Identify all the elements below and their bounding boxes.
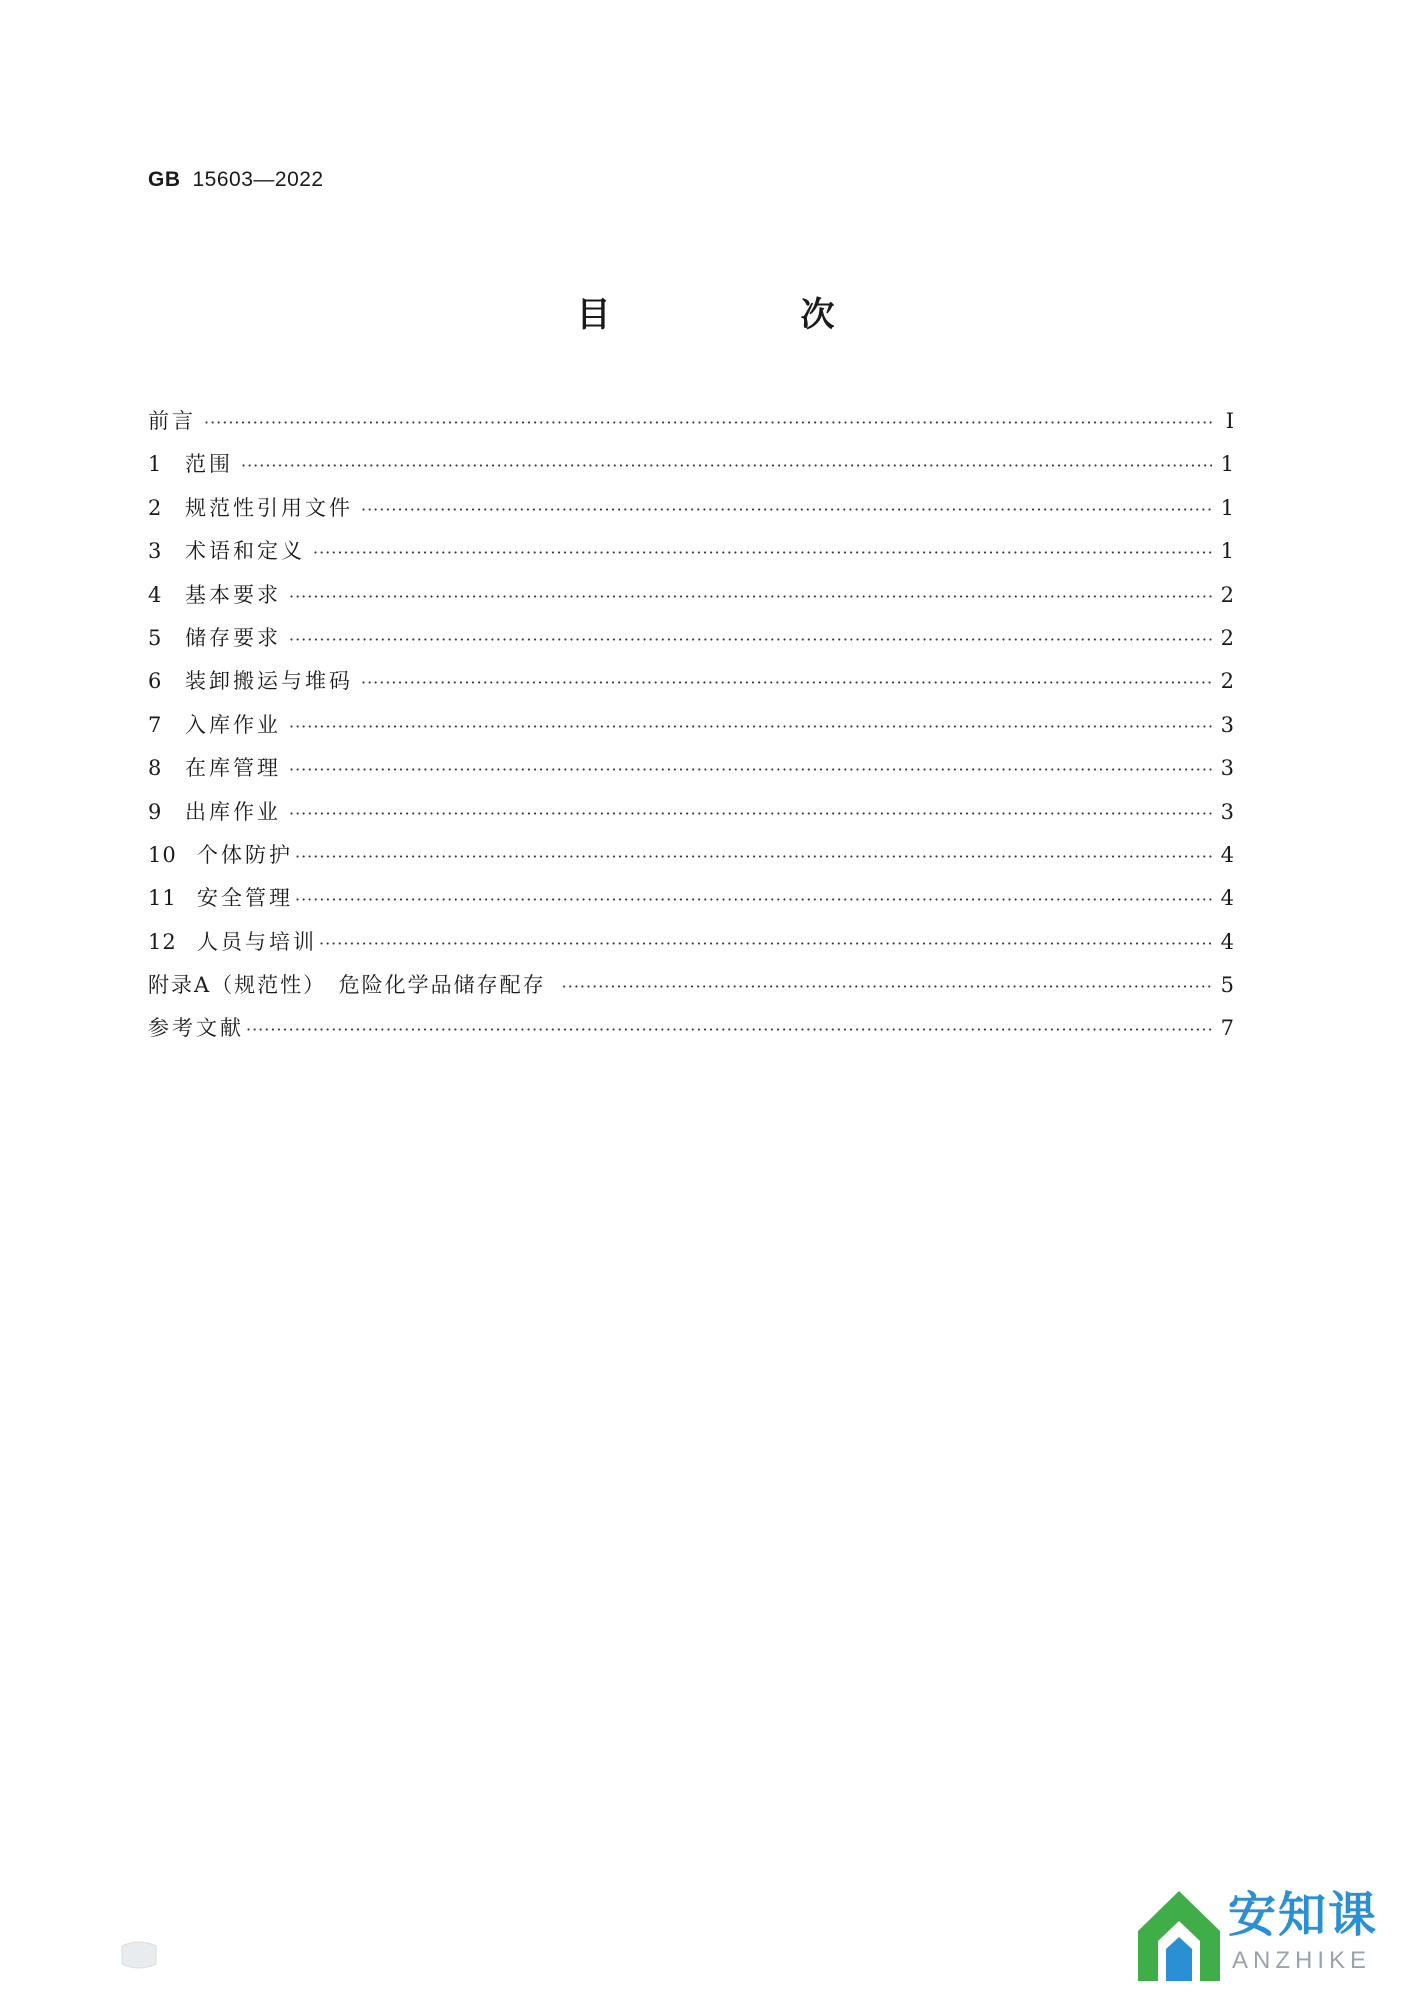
toc-title: 目 次 [576, 295, 913, 335]
toc-entry-page: 3 [1220, 799, 1234, 824]
toc-entry-number: 2 [148, 495, 163, 520]
toc-entry-page: 2 [1220, 669, 1234, 694]
toc-entry-annex-a[interactable] [148, 964, 1234, 1007]
brand-name-cn: 安知课 [1228, 1887, 1379, 1943]
toc-entry-page: 3 [1220, 712, 1234, 737]
dot-leader [295, 835, 1214, 878]
standard-number: 15603—2022 [192, 168, 324, 191]
brand-name-en: ANZHIKE [1232, 1947, 1372, 1974]
toc-entry-number: 7 [148, 712, 163, 737]
toc-entry-3[interactable] [148, 530, 1234, 573]
standard-prefix: GB [148, 168, 181, 191]
toc-entry-1[interactable] [148, 443, 1234, 486]
toc-entry-page: 4 [1220, 842, 1234, 867]
toc-entry-label: 安全管理 [197, 886, 293, 911]
standard-code [148, 168, 324, 192]
dot-leader [204, 401, 1214, 444]
toc-entry-label: 装卸搬运与堆码 [185, 669, 353, 694]
dot-leader [562, 965, 1214, 1008]
toc-entry-page: 3 [1220, 756, 1234, 781]
toc-entry-2[interactable] [148, 487, 1234, 530]
toc-entry-label: 参考文献 [148, 1016, 244, 1041]
toc-entry-label: 在库管理 [185, 756, 281, 781]
toc-entry-label: 范围 [185, 452, 233, 477]
dot-leader [241, 444, 1214, 487]
dot-leader [319, 922, 1214, 965]
dot-leader [289, 705, 1214, 748]
dot-leader [289, 748, 1214, 791]
toc-entry-number: 3 [148, 539, 163, 564]
sac-logo [118, 1940, 160, 1970]
toc-entry-number: 12 [148, 929, 177, 954]
dot-leader [246, 1008, 1214, 1051]
toc-entry-number: 8 [148, 756, 163, 781]
dot-leader [289, 575, 1214, 618]
toc-entry-page: 7 [1220, 1016, 1234, 1041]
dot-leader [289, 792, 1214, 835]
toc-entry-6[interactable] [148, 660, 1234, 703]
dot-leader [361, 488, 1214, 531]
toc-entry-label: 入库作业 [185, 712, 281, 737]
toc-entry-number: 6 [148, 669, 163, 694]
toc-entry-page: 1 [1220, 452, 1234, 477]
dot-leader [289, 618, 1214, 661]
toc-entry-10[interactable] [148, 834, 1234, 877]
toc-entry-label: 出库作业 [185, 799, 281, 824]
toc-entry-label: 储存要求 [185, 625, 281, 650]
toc-entry-foreword[interactable] [148, 400, 1234, 443]
toc-entry-page: 4 [1220, 886, 1234, 911]
table-of-contents [148, 400, 1234, 1051]
toc-entry-8[interactable] [148, 747, 1234, 790]
toc-entry-bibliography[interactable] [148, 1007, 1234, 1050]
toc-entry-number: 9 [148, 799, 163, 824]
toc-entry-page: 5 [1220, 973, 1234, 998]
toc-entry-4[interactable] [148, 574, 1234, 617]
toc-entry-number: 11 [148, 886, 177, 911]
house-logo-icon [1136, 1885, 1222, 1985]
toc-entry-page: 4 [1220, 929, 1234, 954]
dot-leader [313, 531, 1214, 574]
toc-entry-9[interactable] [148, 791, 1234, 834]
brand-watermark [1136, 1885, 1406, 1990]
toc-entry-label: 个体防护 [197, 842, 293, 867]
toc-entry-label: 规范性引用文件 [185, 495, 353, 520]
toc-entry-number: 4 [148, 582, 163, 607]
dot-leader [295, 878, 1214, 921]
toc-entry-label: 术语和定义 [185, 539, 305, 564]
toc-entry-11[interactable] [148, 877, 1234, 920]
toc-entry-label: 人员与培训 [197, 929, 317, 954]
toc-entry-label: 附录A（规范性） 危险化学品储存配存 [148, 973, 546, 998]
toc-entry-number: 10 [148, 842, 177, 867]
toc-entry-page: 2 [1220, 582, 1234, 607]
toc-entry-label: 前言 [148, 409, 196, 433]
dot-leader [361, 661, 1214, 704]
toc-entry-page: Ⅰ [1225, 409, 1234, 433]
toc-entry-page: 1 [1220, 495, 1234, 520]
toc-entry-label: 基本要求 [185, 582, 281, 607]
toc-entry-number: 5 [148, 625, 163, 650]
toc-entry-page: 1 [1220, 539, 1234, 564]
toc-entry-7[interactable] [148, 704, 1234, 747]
toc-entry-page: 2 [1220, 625, 1234, 650]
toc-entry-number: 1 [148, 452, 163, 477]
toc-entry-12[interactable] [148, 921, 1234, 964]
toc-entry-5[interactable] [148, 617, 1234, 660]
